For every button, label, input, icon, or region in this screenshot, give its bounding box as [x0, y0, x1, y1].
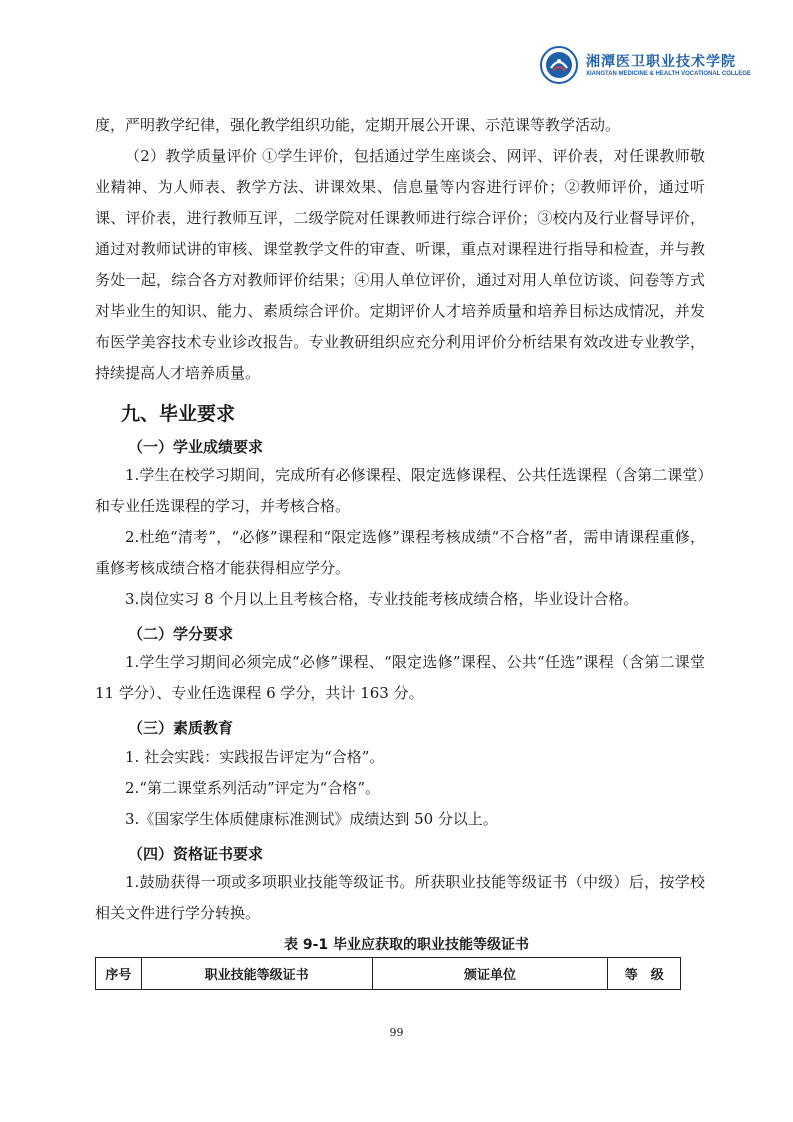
header-cell-serial-number: 序号	[96, 958, 142, 990]
quality-education-item-1: 1. 社会实践：实践报告评定为“合格”。	[125, 748, 385, 766]
table-caption: 表 9-1 毕业应获取的职业技能等级证书	[283, 937, 530, 953]
quality-education-item-3: 3.《国家学生体质健康标准测试》成绩达到 50 分以上。	[125, 810, 498, 828]
academic-requirement-item-2: 2.杜绝“清考”，“必修”课程和“限定选修”课程考核成绩“不合格”者，需申请课程重修，重修考核成绩合格才能获得相应学分。	[95, 528, 705, 577]
college-logo	[540, 46, 751, 86]
header-cell-issuing-authority: 颁证单位	[372, 958, 608, 990]
table-header-row	[96, 958, 681, 990]
credit-requirement-item-1: 1.学生学习期间必须完成“必修”课程、“限定选修”课程、公共“任选”课程（含第二课堂 11 学分）、专业任选课程 6 学分，共计 163 分。	[95, 653, 705, 702]
certificate-table	[95, 957, 681, 990]
college-emblem-icon	[540, 46, 578, 84]
subsection-title-certificate-requirements: （四）资格证书要求	[128, 845, 264, 863]
header-cell-level: 等 级	[608, 958, 681, 990]
logo-text-english: XIANGTAN MEDICINE & HEALTH VOCATIONAL COLLEGE	[586, 71, 751, 77]
academic-requirement-item-1: 1.学生在校学习期间，完成所有必修课程、限定选修课程、公共任选课程（含第二课堂）和专业任选课程的学习，并考核合格。	[95, 466, 705, 515]
paragraph-teaching-discipline: 度，严明教学纪律，强化教学组织功能，定期开展公开课、示范课等教学活动。	[95, 116, 621, 134]
header-cell-certificate: 职业技能等级证书	[141, 958, 372, 990]
subsection-title-academic-performance: （一）学业成绩要求	[128, 438, 264, 456]
academic-requirement-item-3: 3.岗位实习 8 个月以上且考核合格，专业技能考核成绩合格，毕业设计合格。	[125, 590, 639, 608]
logo-text-chinese: 湘潭医卫职业技术学院	[586, 54, 736, 70]
page-number: 99	[389, 1026, 404, 1039]
subsection-title-credit-requirements: （二）学分要求	[128, 625, 234, 643]
paragraph-teaching-quality-evaluation: （2）教学质量评价 ①学生评价，包括通过学生座谈会、网评、评价表，对任课教师敬业精神、为人师表、教学方法、讲课效果、信息量等内容进行评价；②教师评价，通过听课、评价表，进行教师互评，二级学院对任课教师进行综合评价；③校内及行业督导评价，通过对教师试讲的审核、课堂教学文件的审查、听课，重点对课程进行指导和检查，并与教务处一起，综合各方对教师评价结果；④用人单位评价，通过对用人单位访谈、问卷等方式对毕业生的知识、能力、素质综合评价。定期评价人才培养质量和培养目标达成情况，并发布医学美容技术专业诊改报告。专业教研组织应充分利用评价分析结果有效改进专业教学，持续提高人才培养质量。	[95, 147, 705, 382]
quality-education-item-2: 2.“第二课堂系列活动”评定为“合格”。	[125, 779, 380, 797]
certificate-requirement-item-1: 1.鼓励获得一项或多项职业技能等级证书。所获职业技能等级证书（中级）后，按学校相关文件进行学分转换。	[95, 873, 705, 922]
subsection-title-quality-education: （三）素质教育	[128, 719, 234, 737]
section-title-graduation-requirements: 九、毕业要求	[121, 403, 236, 425]
